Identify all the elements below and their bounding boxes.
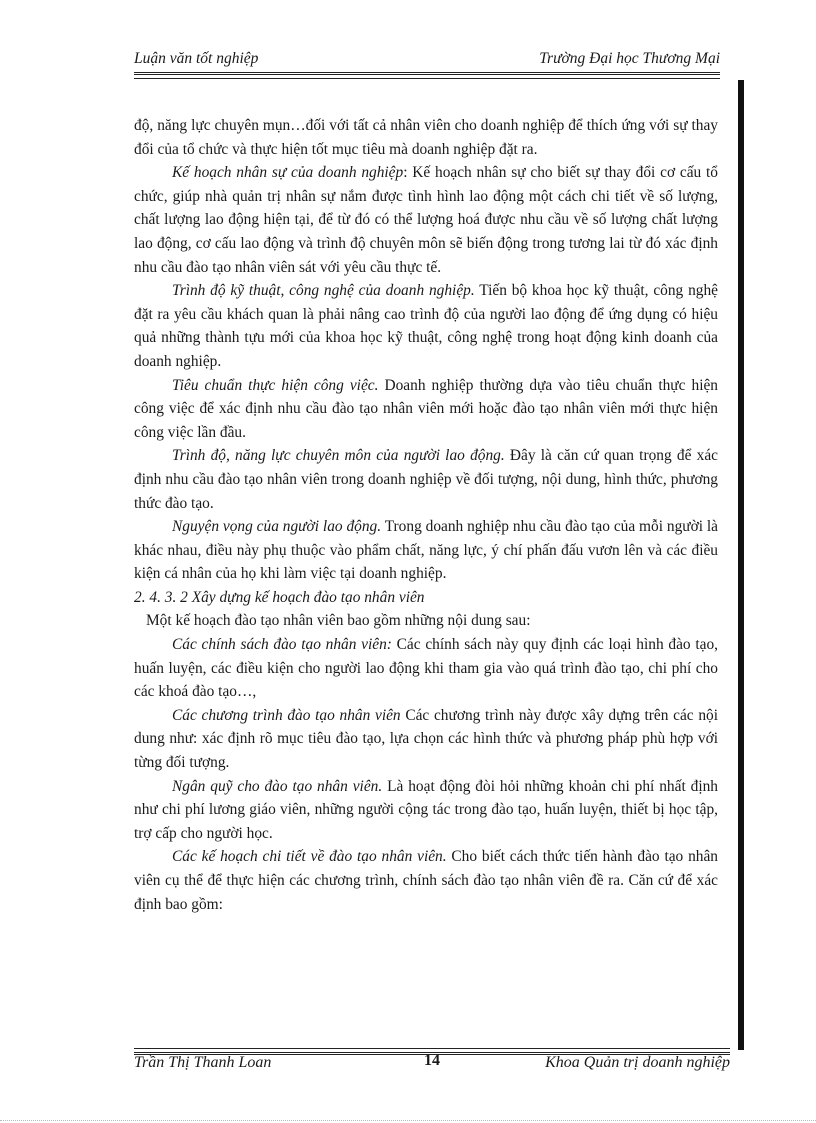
paragraph: Kế hoạch nhân sự của doanh nghiệp: Kế hoạch nhân sự cho biết sự thay đổi cơ cấu tổ chức, giúp nhà quản trị nhân sự nắm được tình hình lao động một cách chi tiết về số lượng, chất lượng lao động hiện tại, để từ đó có thể lượng hoá được nhu cầu về số lượng chất lượng lao động, cơ cấu lao động và trình độ chuyên môn sẽ biến động trong tương lai từ đó xác định nhu cầu đào tạo nhân viên sát với yêu cầu thực tế.	[134, 164, 718, 276]
header-thesis-label: Luận văn tốt nghiệp	[134, 50, 259, 67]
paragraph: Các chính sách đào tạo nhân viên: Các chính sách này quy định các loại hình đào tạo, huấn luyện, các điều kiện cho người lao động khi tham gia vào quá trình đào tạo, chi phí cho các khoá đào tạo…,	[134, 636, 718, 701]
page-bottom-divider	[0, 1120, 816, 1121]
page-footer	[134, 1054, 730, 1078]
page-header	[134, 50, 720, 72]
footer-faculty: Khoa Quản trị doanh nghiệp	[545, 1054, 730, 1071]
page-number: 14	[424, 1052, 440, 1069]
section-heading: 2. 4. 3. 2 Xây dựng kế hoạch đào tạo nhân viên	[134, 588, 425, 606]
header-rule	[134, 72, 720, 79]
paragraph: Các chương trình đào tạo nhân viên Các chương trình này được xây dựng trên các nội dung như: xác định rõ mục tiêu đào tạo, lựa chọn các hình thức và phương pháp phù hợp với từng đối tượng.	[134, 706, 718, 772]
paragraph: độ, năng lực chuyên mụn…đối với tất cả nhân viên cho doanh nghiệp để thích ứng với sự thay đổi của tổ chức và thực hiện tốt mục tiêu mà doanh nghiệp đặt ra.	[134, 117, 718, 158]
paragraph: Các kế hoạch chi tiết về đào tạo nhân viên. Cho biết cách thức tiến hành đào tạo nhân viên cụ thể để thực hiện các chương trình, chính sách đào tạo nhân viên đề ra. Căn cứ để xác định bao gồm:	[134, 848, 718, 913]
paragraph: Nguyện vọng của người lao động. Trong doanh nghiệp nhu cầu đào tạo của mỗi người là khác nhau, điều này phụ thuộc vào phẩm chất, năng lực, ý chí phấn đấu vươn lên và các điều kiện cá nhân của họ khi làm việc tại doanh nghiệp.	[134, 518, 719, 583]
paragraph: Trình độ, năng lực chuyên môn của người lao động. Đây là căn cứ quan trọng để xác định nhu cầu đào tạo nhân viên trong doanh nghiệp về đối tượng, nội dung, hình thức, phương thức đào tạo.	[134, 447, 718, 512]
body-text	[134, 114, 718, 916]
paragraph: Ngân quỹ cho đào tạo nhân viên. Là hoạt động đòi hỏi những khoản chi phí nhất định như chi phí lương giáo viên, những người cộng tác trong đào tạo, huấn luyện, thiết bị học tập, trợ cấp cho người học.	[134, 777, 718, 842]
header-university: Trường Đại học Thương Mại	[539, 50, 720, 67]
paragraph: Tiêu chuẩn thực hiện công việc. Doanh nghiệp thường dựa vào tiêu chuẩn thực hiện công việc để xác định nhu cầu đào tạo nhân viên mới hoặc đào tạo nhân viên mới thực hiện công việc lần đầu.	[134, 376, 718, 441]
page-border-shadow	[738, 80, 744, 1050]
paragraph: Trình độ kỹ thuật, công nghệ của doanh nghiệp. Tiến bộ khoa học kỹ thuật, công nghệ đặt ra yêu cầu khách quan là phải nâng cao trình độ của người lao động để ứng dụng có hiệu quả những thành tựu mới của khoa học kỹ thuật, công nghệ trong hoạt động kinh doanh của doanh nghiệp.	[134, 282, 718, 370]
intro-line: Một kế hoạch đào tạo nhân viên bao gồm những nội dung sau:	[146, 612, 531, 630]
footer-author: Trần Thị Thanh Loan	[134, 1054, 272, 1071]
